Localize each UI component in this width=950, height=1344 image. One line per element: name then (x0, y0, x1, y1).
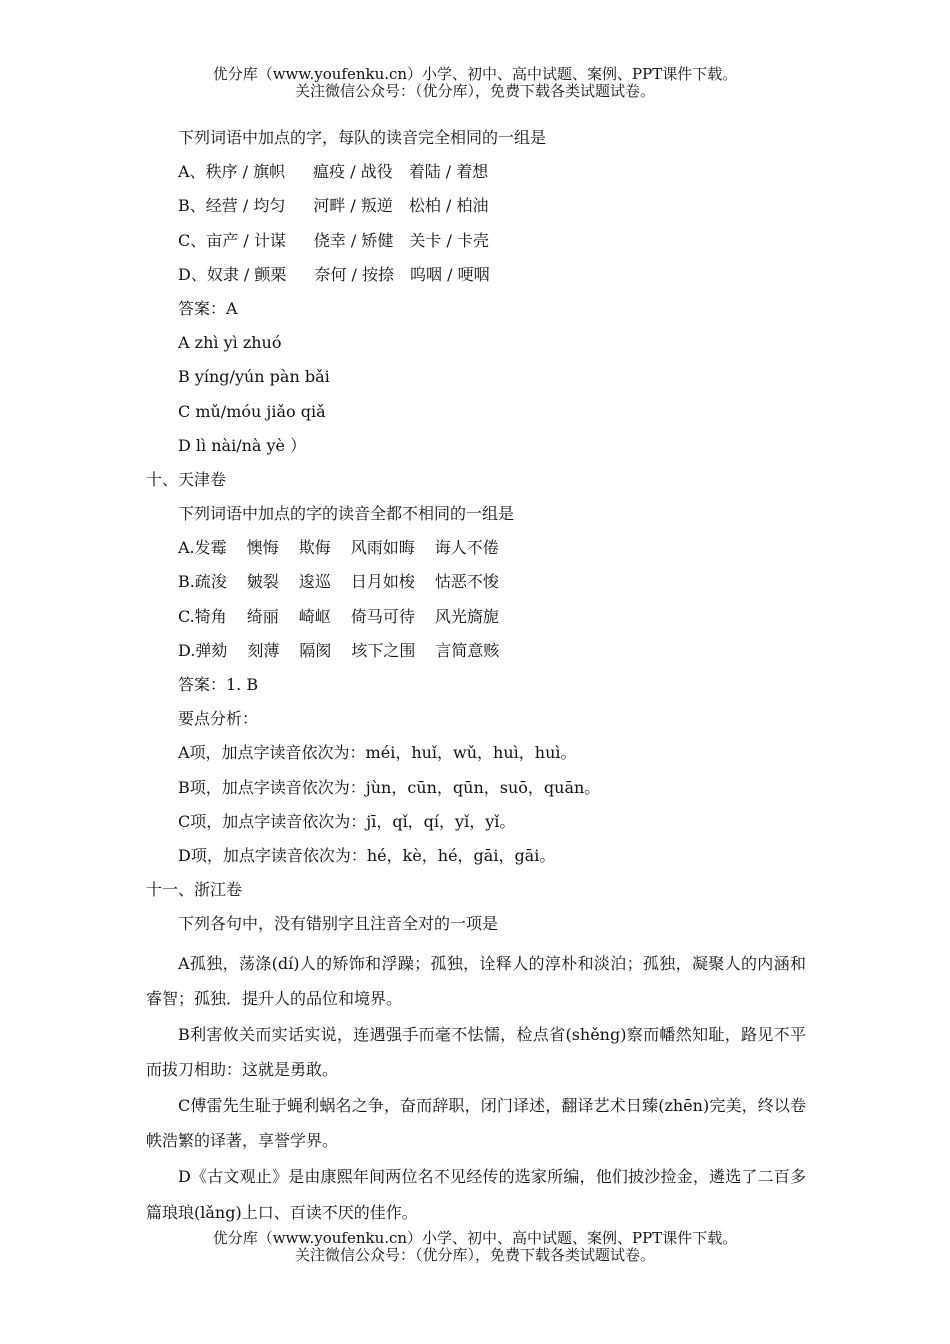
q9-option-c (146, 228, 806, 262)
footer-line-1: 优分库（www.youfenku.cn）小学、初中、高中试题、案例、PPT课件下载。 (212, 1229, 738, 1247)
option-pair: 瘟疫 / 战役 (313, 162, 393, 182)
option-word: 崎岖 (298, 606, 331, 626)
q10-section-title: 十、天津卷 (146, 469, 227, 489)
option-word: 发霉 (194, 538, 227, 558)
q10-analysis-title: 要点分析： (178, 709, 259, 729)
q9-answer: 答案：A (178, 298, 238, 318)
q10-option-d (146, 638, 806, 672)
option-pair: 亩产 / 计谋 (206, 230, 286, 250)
option-label: B、 (178, 196, 206, 216)
q10-option-a (146, 535, 806, 569)
q9-option-a (146, 159, 806, 193)
q10-answer: 答案：1. B (178, 675, 259, 694)
option-label: A. (178, 538, 195, 558)
option-word: 犄角 (194, 606, 227, 626)
q11-stem: 下列各句中，没有错别字且注音全对的一项是 (178, 914, 499, 934)
q10-analysis-b: B项，加点字读音依次为：jùn，cūn，qūn，suō，quān。 (178, 777, 601, 797)
q10-option-b (146, 569, 806, 603)
option-pair: 秩序 / 旗帜 (205, 162, 286, 182)
q9-pinyin-d: D lì nài/nà yè ） (178, 435, 307, 455)
option-word: 逡巡 (298, 572, 331, 592)
header-line-1: 优分库（www.youfenku.cn）小学、初中、高中试题、案例、PPT课件下载。 (212, 65, 738, 83)
option-word: 疏浚 (194, 572, 227, 592)
option-word: 弹劾 (195, 640, 228, 660)
footer-line-2: 关注微信公众号：（优分库），免费下载各类试题试卷。 (294, 1246, 655, 1264)
option-pair: 呜咽 / 哽咽 (410, 264, 490, 284)
option-word: 欺侮 (298, 538, 331, 558)
q9-pinyin-b: B yíng/yún pàn bǎi (178, 367, 330, 387)
q9-option-b (146, 193, 806, 227)
q10-stem: 下列词语中加点的字的读音全都不相同的一组是 (178, 504, 515, 524)
option-word: 绮丽 (246, 606, 279, 626)
q11-section-title: 十一、浙江卷 (146, 880, 243, 900)
option-pair: 河畔 / 叛逆 (313, 196, 393, 216)
q9-option-d (146, 262, 806, 296)
q11-option-b: B利害攸关而实话实说，连遇强手而毫不怯懦，检点省(shěng)察而幡然知耻，路见不平而拔刀相助：这就是勇敢。 (146, 1024, 806, 1080)
q10-option-c (146, 604, 806, 638)
option-word: 言简意赅 (435, 640, 500, 660)
q11-option-c: C傅雷先生耻于蝇利蜗名之争，奋而辞职，闭门译述，翻译艺术日臻(zhēn)完美，终以卷帙浩繁的译著，享誉学界。 (146, 1095, 806, 1151)
option-pair: 经营 / 均匀 (205, 196, 286, 216)
option-word: 风光旖旎 (434, 606, 499, 626)
option-word: 风雨如晦 (350, 538, 415, 558)
page-footer (0, 1230, 950, 1264)
q9-pinyin-a: A zhì yì zhuó (178, 333, 282, 353)
option-label: D、 (178, 264, 207, 284)
page-header (0, 66, 950, 100)
option-label: B. (178, 572, 195, 592)
q10-analysis-d: D项，加点字读音依次为：hé，kè，hé，gāi，gāi。 (178, 845, 556, 865)
option-label: C. (178, 606, 195, 626)
header-line-2: 关注微信公众号：（优分库），免费下载各类试题试卷。 (294, 82, 655, 100)
option-pair: 关卡 / 卡壳 (409, 230, 489, 250)
option-pair: 奴隶 / 颤栗 (206, 264, 287, 284)
option-word: 倚马可待 (350, 606, 415, 626)
q9-pinyin-c: C mǔ/móu jiǎo qiǎ (178, 401, 326, 421)
q10-analysis-a: A项，加点字读音依次为：méi，huǐ，wǔ，huì，huì。 (178, 743, 577, 763)
q10-analysis-c: C项，加点字读音依次为：jī，qǐ，qí，yǐ，yǐ。 (178, 811, 516, 831)
option-word: 垓下之围 (351, 640, 416, 660)
option-word: 诲人不倦 (434, 538, 499, 558)
option-pair: 松柏 / 柏油 (408, 196, 489, 216)
option-label: A、 (178, 162, 206, 182)
option-word: 怙恶不悛 (434, 572, 499, 592)
option-word: 皴裂 (246, 572, 279, 592)
document-body (146, 125, 806, 1230)
q9-stem: 下列词语中加点的字，每队的读音完全相同的一组是 (178, 128, 547, 147)
option-pair: 奈何 / 按捺 (314, 264, 394, 284)
option-pair: 侥幸 / 矫健 (313, 230, 394, 250)
option-word: 日月如梭 (350, 572, 415, 592)
q11-option-d: D《古文观止》是由康熙年间两位名不见经传的选家所编，他们披沙捡金，遴选了二百多篇琅琅(lǎng)上口、百读不厌的佳作。 (146, 1167, 806, 1222)
q11-option-a: A孤独，荡涤(dí)人的矫饰和浮躁；孤独，诠释人的淳朴和淡泊；孤独，凝聚人的内涵和睿智；孤独．提升人的品位和境界。 (146, 953, 806, 1009)
option-pair: 着陆 / 着想 (408, 162, 489, 182)
option-word: 隔阂 (299, 640, 332, 660)
option-word: 懊悔 (246, 538, 279, 558)
option-label: D. (178, 640, 196, 660)
option-word: 刻薄 (247, 640, 280, 660)
option-label: C、 (178, 230, 207, 250)
